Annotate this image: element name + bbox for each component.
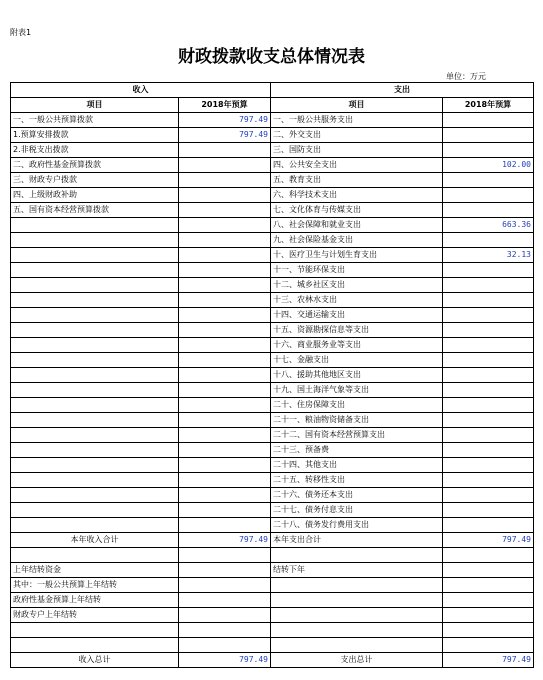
income-item (11, 323, 179, 338)
expense-item: 五、教育支出 (271, 173, 443, 188)
table-row (11, 488, 534, 503)
table-row (11, 428, 534, 443)
expense-value: 663.36 (443, 218, 534, 233)
expense-item: 二十五、转移性支出 (271, 473, 443, 488)
income-item-header: 项目 (11, 98, 179, 113)
expense-value (443, 398, 534, 413)
expense-value (443, 413, 534, 428)
expense-item: 三、国防支出 (271, 143, 443, 158)
table-row (11, 218, 534, 233)
table-row (11, 473, 534, 488)
expense-item: 二十、住房保障支出 (271, 398, 443, 413)
income-item (11, 248, 179, 263)
income-item: 1.预算安排拨款 (11, 128, 179, 143)
expense-item-header: 项目 (271, 98, 443, 113)
income-value (179, 293, 271, 308)
income-value (179, 323, 271, 338)
expense-item: 九、社会保险基金支出 (271, 233, 443, 248)
income-value (179, 368, 271, 383)
income-value (179, 158, 271, 173)
table-row (11, 503, 534, 518)
grand-expense-value: 797.49 (443, 653, 534, 668)
income-value (179, 383, 271, 398)
expense-value (443, 143, 534, 158)
expense-value (443, 443, 534, 458)
table-row (11, 293, 534, 308)
table-row (11, 263, 534, 278)
expense-header: 支出 (271, 83, 534, 98)
table-row (11, 383, 534, 398)
income-item: 一、一般公共预算拨款 (11, 113, 179, 128)
table-row (11, 143, 534, 158)
page-title: 财政拨款收支总体情况表 (178, 47, 365, 67)
income-item (11, 278, 179, 293)
carryover-gov-fund: 政府性基金预算上年结转 (11, 593, 179, 608)
carryover-sub-row (11, 578, 534, 593)
income-value: 797.49 (179, 128, 271, 143)
carryover-sub-row (11, 593, 534, 608)
table-row (11, 278, 534, 293)
income-item: 2.非税支出拨款 (11, 143, 179, 158)
income-value (179, 173, 271, 188)
year-total-row (11, 533, 534, 548)
expense-value (443, 353, 534, 368)
income-item (11, 293, 179, 308)
table-row (11, 443, 534, 458)
expense-item: 二十八、债务发行费用支出 (271, 518, 443, 533)
income-item (11, 398, 179, 413)
income-header: 收入 (11, 83, 271, 98)
income-value (179, 263, 271, 278)
expense-value (443, 113, 534, 128)
expense-value (443, 473, 534, 488)
carryover-sub-row (11, 608, 534, 623)
expense-item: 二、外交支出 (271, 128, 443, 143)
income-value (179, 218, 271, 233)
expense-value (443, 173, 534, 188)
expense-value: 102.00 (443, 158, 534, 173)
expense-value (443, 308, 534, 323)
grand-total-row (11, 653, 534, 668)
income-value: 797.49 (179, 113, 271, 128)
income-item (11, 458, 179, 473)
expense-total-value: 797.49 (443, 533, 534, 548)
column-header-row (11, 98, 534, 113)
next-carryover-value (443, 563, 534, 578)
income-item: 四、上级财政补助 (11, 188, 179, 203)
income-item (11, 233, 179, 248)
expense-item: 七、文化体育与传媒支出 (271, 203, 443, 218)
income-item (11, 413, 179, 428)
expense-total-label: 本年支出合计 (271, 533, 443, 548)
expense-value (443, 428, 534, 443)
table-row (11, 353, 534, 368)
expense-value (443, 278, 534, 293)
income-budget-header: 2018年预算 (179, 98, 271, 113)
carryover-fiscal-account: 财政专户上年结转 (11, 608, 179, 623)
expense-value (443, 458, 534, 473)
carryover-row (11, 563, 534, 578)
expense-value: 32.13 (443, 248, 534, 263)
income-value (179, 458, 271, 473)
income-item (11, 488, 179, 503)
income-item (11, 263, 179, 278)
blank-row (11, 638, 534, 653)
unit-label: 单位：万元 (446, 72, 486, 81)
expense-item: 十七、金融支出 (271, 353, 443, 368)
income-item: 三、财政专户拨款 (11, 173, 179, 188)
grand-income-value: 797.49 (179, 653, 271, 668)
table-row (11, 128, 534, 143)
expense-value (443, 203, 534, 218)
expense-item: 十六、商业服务业等支出 (271, 338, 443, 353)
income-value (179, 503, 271, 518)
income-value (179, 428, 271, 443)
table-row (11, 203, 534, 218)
income-value (179, 353, 271, 368)
expense-item: 十四、交通运输支出 (271, 308, 443, 323)
income-value (179, 443, 271, 458)
expense-item: 十五、资源勘探信息等支出 (271, 323, 443, 338)
expense-value (443, 323, 534, 338)
appendix-label: 附表1 (10, 28, 32, 37)
income-item (11, 518, 179, 533)
table-row (11, 173, 534, 188)
income-item (11, 503, 179, 518)
income-value (179, 143, 271, 158)
table-row (11, 518, 534, 533)
budget-table (10, 82, 534, 668)
expense-item: 二十七、债务付息支出 (271, 503, 443, 518)
expense-value (443, 383, 534, 398)
section-header-row (11, 83, 534, 98)
expense-item: 六、科学技术支出 (271, 188, 443, 203)
income-item: 二、政府性基金预算拨款 (11, 158, 179, 173)
expense-value (443, 233, 534, 248)
expense-item: 二十一、粮油物资储备支出 (271, 413, 443, 428)
income-item (11, 353, 179, 368)
expense-value (443, 368, 534, 383)
income-value (179, 188, 271, 203)
income-total-label: 本年收入合计 (11, 533, 179, 548)
table-row (11, 413, 534, 428)
income-item (11, 473, 179, 488)
expense-item: 十、医疗卫生与计划生育支出 (271, 248, 443, 263)
expense-item: 一、一般公共服务支出 (271, 113, 443, 128)
expense-item: 二十六、债务还本支出 (271, 488, 443, 503)
blank-row (11, 623, 534, 638)
income-item (11, 383, 179, 398)
expense-item: 八、社会保障和就业支出 (271, 218, 443, 233)
table-row (11, 188, 534, 203)
table-row (11, 158, 534, 173)
income-value (179, 398, 271, 413)
income-item (11, 308, 179, 323)
expense-item: 二十四、其他支出 (271, 458, 443, 473)
expense-item: 二十三、预备费 (271, 443, 443, 458)
income-value (179, 278, 271, 293)
expense-value (443, 518, 534, 533)
next-carryover-label: 结转下年 (271, 563, 443, 578)
income-item (11, 443, 179, 458)
income-item: 五、国有资本经营预算拨款 (11, 203, 179, 218)
expense-item: 二十二、国有资本经营预算支出 (271, 428, 443, 443)
income-value (179, 233, 271, 248)
table-row (11, 308, 534, 323)
table-row (11, 338, 534, 353)
expense-item: 十二、城乡社区支出 (271, 278, 443, 293)
income-value (179, 338, 271, 353)
income-item (11, 368, 179, 383)
table-row (11, 323, 534, 338)
blank-row (11, 548, 534, 563)
income-value (179, 473, 271, 488)
prev-carryover-label: 上年结转资金 (11, 563, 179, 578)
table-row (11, 233, 534, 248)
carryover-general-budget: 其中：一般公共预算上年结转 (11, 578, 179, 593)
table-row (11, 113, 534, 128)
income-item (11, 218, 179, 233)
grand-income-label: 收入总计 (11, 653, 179, 668)
income-value (179, 413, 271, 428)
expense-value (443, 293, 534, 308)
expense-value (443, 128, 534, 143)
table-row (11, 458, 534, 473)
income-item (11, 338, 179, 353)
expense-value (443, 503, 534, 518)
table-row (11, 368, 534, 383)
expense-value (443, 188, 534, 203)
table-row (11, 248, 534, 263)
expense-item: 十九、国土海洋气象等支出 (271, 383, 443, 398)
expense-value (443, 488, 534, 503)
prev-carryover-value (179, 563, 271, 578)
income-value (179, 203, 271, 218)
expense-item: 十八、援助其他地区支出 (271, 368, 443, 383)
income-total-value: 797.49 (179, 533, 271, 548)
income-value (179, 248, 271, 263)
expense-item: 四、公共安全支出 (271, 158, 443, 173)
income-value (179, 518, 271, 533)
expense-item: 十三、农林水支出 (271, 293, 443, 308)
income-item (11, 428, 179, 443)
expense-item: 十一、节能环保支出 (271, 263, 443, 278)
income-value (179, 488, 271, 503)
table-row (11, 398, 534, 413)
grand-expense-label: 支出总计 (271, 653, 443, 668)
expense-value (443, 263, 534, 278)
income-value (179, 308, 271, 323)
expense-budget-header: 2018年预算 (443, 98, 534, 113)
expense-value (443, 338, 534, 353)
